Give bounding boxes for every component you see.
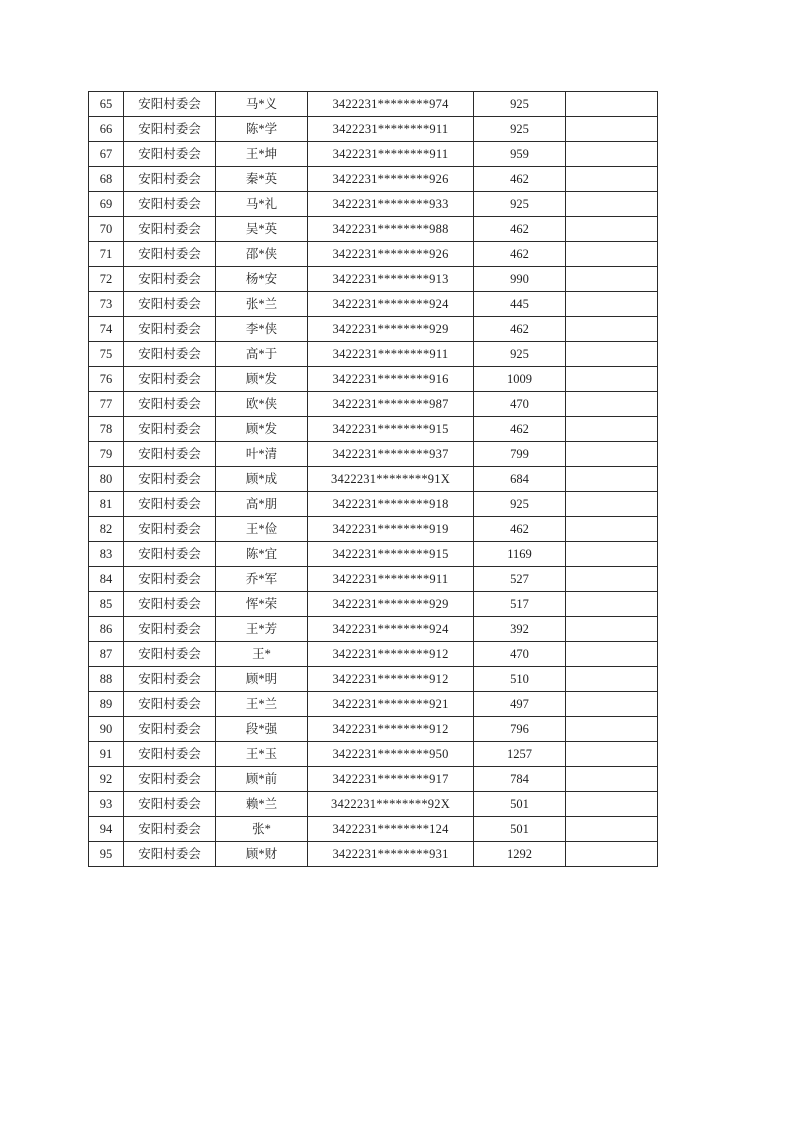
- table-row: [89, 367, 658, 392]
- row-number-cell: 86: [89, 617, 124, 642]
- village-committee-cell: 安阳村委会: [124, 317, 216, 342]
- empty-note-cell: [566, 717, 658, 742]
- person-name-cell: 马*义: [216, 92, 308, 117]
- empty-note-cell: [566, 667, 658, 692]
- person-name-cell: 王*兰: [216, 692, 308, 717]
- empty-note-cell: [566, 567, 658, 592]
- masked-id-cell: 3422231********911: [308, 117, 474, 142]
- table-row: [89, 442, 658, 467]
- amount-cell: 959: [474, 142, 566, 167]
- amount-cell: 784: [474, 767, 566, 792]
- village-committee-cell: 安阳村委会: [124, 242, 216, 267]
- empty-note-cell: [566, 242, 658, 267]
- amount-cell: 925: [474, 492, 566, 517]
- masked-id-cell: 3422231********911: [308, 142, 474, 167]
- masked-id-cell: 3422231********915: [308, 542, 474, 567]
- empty-note-cell: [566, 142, 658, 167]
- person-name-cell: 顾*发: [216, 367, 308, 392]
- empty-note-cell: [566, 492, 658, 517]
- empty-note-cell: [566, 292, 658, 317]
- masked-id-cell: 3422231********974: [308, 92, 474, 117]
- table-row: [89, 267, 658, 292]
- masked-id-cell: 3422231********921: [308, 692, 474, 717]
- village-committee-cell: 安阳村委会: [124, 517, 216, 542]
- table-row: [89, 692, 658, 717]
- amount-cell: 470: [474, 642, 566, 667]
- person-name-cell: 王*坤: [216, 142, 308, 167]
- person-name-cell: 王*俭: [216, 517, 308, 542]
- amount-cell: 1169: [474, 542, 566, 567]
- amount-cell: 497: [474, 692, 566, 717]
- person-name-cell: 顾*发: [216, 417, 308, 442]
- person-name-cell: 王*芳: [216, 617, 308, 642]
- row-number-cell: 77: [89, 392, 124, 417]
- row-number-cell: 87: [89, 642, 124, 667]
- masked-id-cell: 3422231********988: [308, 217, 474, 242]
- row-number-cell: 70: [89, 217, 124, 242]
- empty-note-cell: [566, 767, 658, 792]
- village-committee-cell: 安阳村委会: [124, 592, 216, 617]
- table-row: [89, 117, 658, 142]
- table-row: [89, 817, 658, 842]
- masked-id-cell: 3422231********950: [308, 742, 474, 767]
- table-row: [89, 417, 658, 442]
- village-committee-cell: 安阳村委会: [124, 192, 216, 217]
- empty-note-cell: [566, 642, 658, 667]
- amount-cell: 462: [474, 167, 566, 192]
- village-committee-cell: 安阳村委会: [124, 167, 216, 192]
- person-name-cell: 王*玉: [216, 742, 308, 767]
- masked-id-cell: 3422231********924: [308, 292, 474, 317]
- village-committee-cell: 安阳村委会: [124, 92, 216, 117]
- table-row: [89, 492, 658, 517]
- empty-note-cell: [566, 467, 658, 492]
- empty-note-cell: [566, 342, 658, 367]
- row-number-cell: 85: [89, 592, 124, 617]
- amount-cell: 925: [474, 192, 566, 217]
- table-row: [89, 217, 658, 242]
- masked-id-cell: 3422231********929: [308, 317, 474, 342]
- person-name-cell: 赖*兰: [216, 792, 308, 817]
- row-number-cell: 79: [89, 442, 124, 467]
- amount-cell: 517: [474, 592, 566, 617]
- masked-id-cell: 3422231********912: [308, 642, 474, 667]
- amount-cell: 501: [474, 817, 566, 842]
- person-name-cell: 吴*英: [216, 217, 308, 242]
- empty-note-cell: [566, 542, 658, 567]
- table-row: [89, 242, 658, 267]
- person-name-cell: 叶*清: [216, 442, 308, 467]
- village-committee-cell: 安阳村委会: [124, 817, 216, 842]
- row-number-cell: 73: [89, 292, 124, 317]
- amount-cell: 462: [474, 317, 566, 342]
- row-number-cell: 80: [89, 467, 124, 492]
- amount-cell: 799: [474, 442, 566, 467]
- row-number-cell: 74: [89, 317, 124, 342]
- row-number-cell: 72: [89, 267, 124, 292]
- person-name-cell: 陈*宜: [216, 542, 308, 567]
- masked-id-cell: 3422231********926: [308, 167, 474, 192]
- amount-cell: 462: [474, 217, 566, 242]
- person-name-cell: 陈*学: [216, 117, 308, 142]
- masked-id-cell: 3422231********913: [308, 267, 474, 292]
- amount-cell: 392: [474, 617, 566, 642]
- empty-note-cell: [566, 317, 658, 342]
- table-row: [89, 542, 658, 567]
- empty-note-cell: [566, 692, 658, 717]
- village-committee-cell: 安阳村委会: [124, 217, 216, 242]
- row-number-cell: 76: [89, 367, 124, 392]
- empty-note-cell: [566, 592, 658, 617]
- amount-cell: 462: [474, 242, 566, 267]
- empty-note-cell: [566, 417, 658, 442]
- row-number-cell: 83: [89, 542, 124, 567]
- row-number-cell: 78: [89, 417, 124, 442]
- masked-id-cell: 3422231********92X: [308, 792, 474, 817]
- amount-cell: 501: [474, 792, 566, 817]
- table-row: [89, 192, 658, 217]
- row-number-cell: 90: [89, 717, 124, 742]
- empty-note-cell: [566, 367, 658, 392]
- amount-cell: 925: [474, 117, 566, 142]
- table-row: [89, 167, 658, 192]
- row-number-cell: 89: [89, 692, 124, 717]
- table-row: [89, 142, 658, 167]
- village-committee-cell: 安阳村委会: [124, 142, 216, 167]
- person-name-cell: 顾*前: [216, 767, 308, 792]
- table-row: [89, 567, 658, 592]
- empty-note-cell: [566, 792, 658, 817]
- empty-note-cell: [566, 117, 658, 142]
- village-committee-cell: 安阳村委会: [124, 492, 216, 517]
- empty-note-cell: [566, 92, 658, 117]
- amount-cell: 925: [474, 92, 566, 117]
- table-row: [89, 667, 658, 692]
- village-committee-cell: 安阳村委会: [124, 742, 216, 767]
- person-name-cell: 邵*侠: [216, 242, 308, 267]
- table-row: [89, 592, 658, 617]
- village-committee-cell: 安阳村委会: [124, 667, 216, 692]
- person-name-cell: 恽*荣: [216, 592, 308, 617]
- amount-cell: 462: [474, 517, 566, 542]
- masked-id-cell: 3422231********916: [308, 367, 474, 392]
- row-number-cell: 93: [89, 792, 124, 817]
- empty-note-cell: [566, 267, 658, 292]
- table-row: [89, 467, 658, 492]
- row-number-cell: 81: [89, 492, 124, 517]
- person-name-cell: 高*于: [216, 342, 308, 367]
- village-committee-cell: 安阳村委会: [124, 792, 216, 817]
- table-row: [89, 642, 658, 667]
- village-committee-cell: 安阳村委会: [124, 292, 216, 317]
- row-number-cell: 71: [89, 242, 124, 267]
- person-name-cell: 张*: [216, 817, 308, 842]
- row-number-cell: 68: [89, 167, 124, 192]
- masked-id-cell: 3422231********912: [308, 717, 474, 742]
- empty-note-cell: [566, 217, 658, 242]
- table-row: [89, 92, 658, 117]
- amount-cell: 796: [474, 717, 566, 742]
- masked-id-cell: 3422231********924: [308, 617, 474, 642]
- amount-cell: 684: [474, 467, 566, 492]
- table-row: [89, 792, 658, 817]
- row-number-cell: 65: [89, 92, 124, 117]
- person-name-cell: 马*礼: [216, 192, 308, 217]
- village-committee-cell: 安阳村委会: [124, 392, 216, 417]
- row-number-cell: 84: [89, 567, 124, 592]
- person-name-cell: 顾*明: [216, 667, 308, 692]
- village-committee-cell: 安阳村委会: [124, 567, 216, 592]
- village-committee-cell: 安阳村委会: [124, 342, 216, 367]
- amount-cell: 470: [474, 392, 566, 417]
- table-row: [89, 517, 658, 542]
- masked-id-cell: 3422231********926: [308, 242, 474, 267]
- row-number-cell: 91: [89, 742, 124, 767]
- amount-cell: 1257: [474, 742, 566, 767]
- row-number-cell: 75: [89, 342, 124, 367]
- table-row: [89, 317, 658, 342]
- person-name-cell: 段*强: [216, 717, 308, 742]
- table-row: [89, 292, 658, 317]
- masked-id-cell: 3422231********987: [308, 392, 474, 417]
- village-committee-cell: 安阳村委会: [124, 717, 216, 742]
- person-name-cell: 欧*侠: [216, 392, 308, 417]
- amount-cell: 990: [474, 267, 566, 292]
- table-row: [89, 742, 658, 767]
- masked-id-cell: 3422231********929: [308, 592, 474, 617]
- village-committee-cell: 安阳村委会: [124, 542, 216, 567]
- person-name-cell: 顾*财: [216, 842, 308, 867]
- amount-cell: 445: [474, 292, 566, 317]
- person-name-cell: 杨*安: [216, 267, 308, 292]
- row-number-cell: 92: [89, 767, 124, 792]
- masked-id-cell: 3422231********915: [308, 417, 474, 442]
- row-number-cell: 94: [89, 817, 124, 842]
- masked-id-cell: 3422231********911: [308, 342, 474, 367]
- row-number-cell: 82: [89, 517, 124, 542]
- row-number-cell: 67: [89, 142, 124, 167]
- amount-cell: 510: [474, 667, 566, 692]
- row-number-cell: 88: [89, 667, 124, 692]
- masked-id-cell: 3422231********933: [308, 192, 474, 217]
- empty-note-cell: [566, 517, 658, 542]
- masked-id-cell: 3422231********931: [308, 842, 474, 867]
- amount-cell: 925: [474, 342, 566, 367]
- empty-note-cell: [566, 192, 658, 217]
- masked-id-cell: 3422231********917: [308, 767, 474, 792]
- empty-note-cell: [566, 742, 658, 767]
- person-name-cell: 乔*军: [216, 567, 308, 592]
- village-committee-cell: 安阳村委会: [124, 442, 216, 467]
- table-body: [89, 92, 658, 867]
- masked-id-cell: 3422231********911: [308, 567, 474, 592]
- masked-id-cell: 3422231********91X: [308, 467, 474, 492]
- amount-cell: 1292: [474, 842, 566, 867]
- table-row: [89, 342, 658, 367]
- empty-note-cell: [566, 817, 658, 842]
- amount-cell: 462: [474, 417, 566, 442]
- table-row: [89, 617, 658, 642]
- empty-note-cell: [566, 392, 658, 417]
- person-name-cell: 顾*成: [216, 467, 308, 492]
- table-row: [89, 842, 658, 867]
- masked-id-cell: 3422231********124: [308, 817, 474, 842]
- person-name-cell: 秦*英: [216, 167, 308, 192]
- village-committee-cell: 安阳村委会: [124, 692, 216, 717]
- masked-id-cell: 3422231********918: [308, 492, 474, 517]
- masked-id-cell: 3422231********919: [308, 517, 474, 542]
- village-committee-cell: 安阳村委会: [124, 767, 216, 792]
- person-name-cell: 李*侠: [216, 317, 308, 342]
- person-name-cell: 张*兰: [216, 292, 308, 317]
- village-committee-cell: 安阳村委会: [124, 117, 216, 142]
- table-row: [89, 767, 658, 792]
- village-committee-cell: 安阳村委会: [124, 617, 216, 642]
- village-committee-cell: 安阳村委会: [124, 467, 216, 492]
- row-number-cell: 95: [89, 842, 124, 867]
- person-name-cell: 高*朋: [216, 492, 308, 517]
- amount-cell: 1009: [474, 367, 566, 392]
- row-number-cell: 66: [89, 117, 124, 142]
- masked-id-cell: 3422231********912: [308, 667, 474, 692]
- empty-note-cell: [566, 842, 658, 867]
- empty-note-cell: [566, 442, 658, 467]
- village-committee-cell: 安阳村委会: [124, 642, 216, 667]
- amount-cell: 527: [474, 567, 566, 592]
- village-committee-cell: 安阳村委会: [124, 842, 216, 867]
- row-number-cell: 69: [89, 192, 124, 217]
- empty-note-cell: [566, 167, 658, 192]
- table-row: [89, 392, 658, 417]
- village-committee-cell: 安阳村委会: [124, 267, 216, 292]
- village-committee-cell: 安阳村委会: [124, 417, 216, 442]
- village-committee-cell: 安阳村委会: [124, 367, 216, 392]
- masked-id-cell: 3422231********937: [308, 442, 474, 467]
- table-row: [89, 717, 658, 742]
- beneficiary-table: [88, 91, 658, 867]
- person-name-cell: 王*: [216, 642, 308, 667]
- empty-note-cell: [566, 617, 658, 642]
